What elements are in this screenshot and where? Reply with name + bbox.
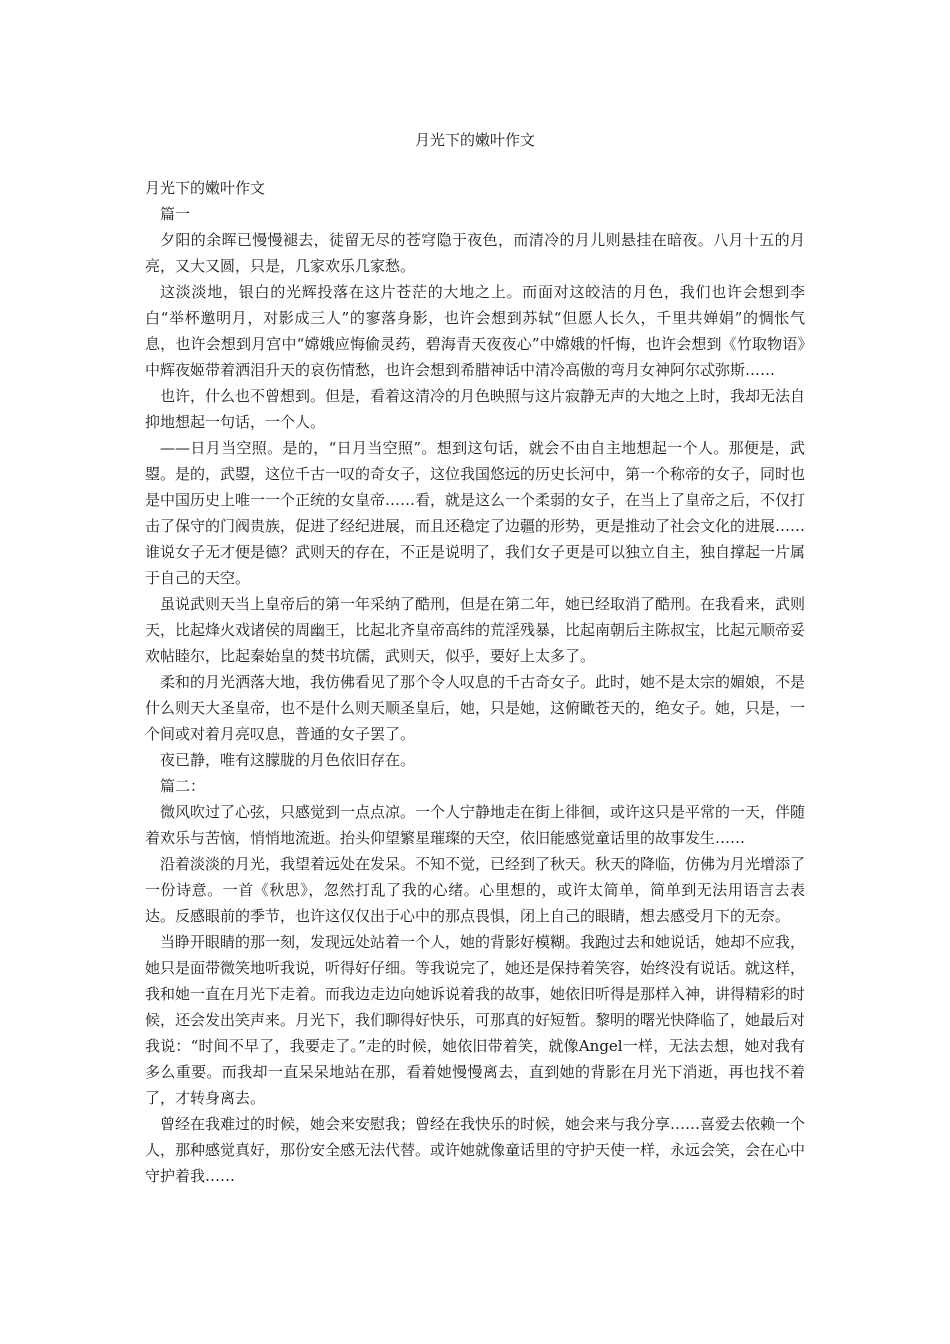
document-body — [145, 175, 805, 1189]
paragraph: ——日月当空照。是的，“日月当空照”。想到这句话，就会不由自主地想起一个人。那便是，武曌。是的，武曌，这位千古一叹的奇女子，这位我国悠远的历史长河中，第一个称帝的女子，同时也是中国历史上唯一一个正统的女皇帝……看，就是这么一个柔弱的女子，在当上了皇帝之后，不仅打击了保守的门阀贵族，促进了经纪进展，而且还稳定了边疆的形势，更是推动了社会文化的进展……谁说女子无才便是德？武则天的存在，不正是说明了，我们女子更是可以独立自主，独自撑起一片属于自己的天空。 — [145, 439, 806, 587]
section-heading: 篇二： — [160, 777, 206, 795]
paragraph: 柔和的月光洒落大地，我仿佛看见了那个令人叹息的千古奇女子。此时，她不是太宗的媚娘，不是什么则天大圣皇帝，也不是什么则天顺圣皇后，她，只是她，这俯瞰苍天的，绝女子。她，只是，一个间或对着月亮叹息，普通的女子罢了。 — [145, 673, 806, 743]
section-heading: 篇一 — [160, 205, 191, 223]
paragraph: 也许，什么也不曾想到。但是，看着这清冷的月色映照与这片寂静无声的大地之上时，我却无法自抑地想起一句话，一个人。 — [145, 387, 806, 431]
document-subtitle: 月光下的嫩叶作文 — [145, 179, 266, 197]
paragraph: 夕阳的余晖已慢慢褪去，徒留无尽的苍穹隐于夜色，而清冷的月儿则悬挂在暗夜。八月十五的月亮，又大又圆，只是，几家欢乐几家愁。 — [145, 231, 805, 275]
paragraph: 虽说武则天当上皇帝后的第一年采纳了酷刑，但是在第二年，她已经取消了酷刑。在我看来，武则天，比起烽火戏诸侯的周幽王，比起北齐皇帝高纬的荒淫残暴，比起南朝后主陈叔宝，比起元顺帝妥欢帖睦尔，比起秦始皇的焚书坑儒，武则天，似乎，要好上太多了。 — [145, 595, 806, 665]
paragraph: 沿着淡淡的月光，我望着远处在发呆。不知不觉，已经到了秋天。秋天的降临，仿佛为月光增添了一份诗意。一首《秋思》，忽然打乱了我的心绪。心里想的，或许太简单，简单到无法用语言去表达。反感眼前的季节，也许这仅仅出于心中的那点畏惧，闭上自己的眼睛，想去感受月下的无奈。 — [145, 855, 806, 925]
paragraph: 夜已静，唯有这朦胧的月色依旧存在。 — [160, 751, 416, 769]
document-title: 月光下的嫩叶作文 — [414, 131, 535, 149]
paragraph: 微风吹过了心弦，只感觉到一点点凉。一个人宁静地走在街上徘徊，或许这只是平常的一天，伴随着欢乐与苦恼，悄悄地流逝。抬头仰望繁星璀璨的天空，依旧能感觉童话里的故事发生…… — [145, 803, 806, 847]
paragraph: 这淡淡地，银白的光辉投落在这片苍茫的大地之上。而面对这皎洁的月色，我们也许会想到李白“举杯邀明月，对影成三人”的寥落身影，也许会想到苏轼“但愿人长久，千里共婵娟”的惆怅气息，也许会想到月宫中“嫦娥应悔偷灵药，碧海青天夜夜心”中嫦娥的忏悔，也许会想到《竹取物语》中辉夜姬带着洒泪升天的哀伤情愁，也许会想到希腊神话中清冷高傲的弯月女神阿尔忒弥斯…… — [145, 283, 805, 379]
paragraph: 曾经在我难过的时候，她会来安慰我；曾经在我快乐的时候，她会来与我分享……喜爱去依赖一个人，那种感觉真好，那份安全感无法代替。或许她就像童话里的守护天使一样，永远会笑，会在心中守护着我…… — [145, 1115, 806, 1185]
paragraph: 当睁开眼睛的那一刻，发现远处站着一个人，她的背影好模糊。我跑过去和她说话，她却不应我，她只是面带微笑地听我说，听得好仔细。等我说完了，她还是保持着笑容，始终没有说话。就这样，我和她一直在月光下走着。而我边走边向她诉说着我的故事，她依旧听得是那样入神，讲得精彩的时候，还会发出笑声来。月光下，我们聊得好快乐，可那真的好短暂。黎明的曙光快降临了，她最后对我说：“时间不早了，我要走了。”走的时候，她依旧带着笑，就像Angel一样，无法去想，她对我有多么重要。而我却一直呆呆地站在那，看着她慢慢离去，直到她的背影在月光下消逝，再也找不着了，才转身离去。 — [145, 933, 806, 1107]
